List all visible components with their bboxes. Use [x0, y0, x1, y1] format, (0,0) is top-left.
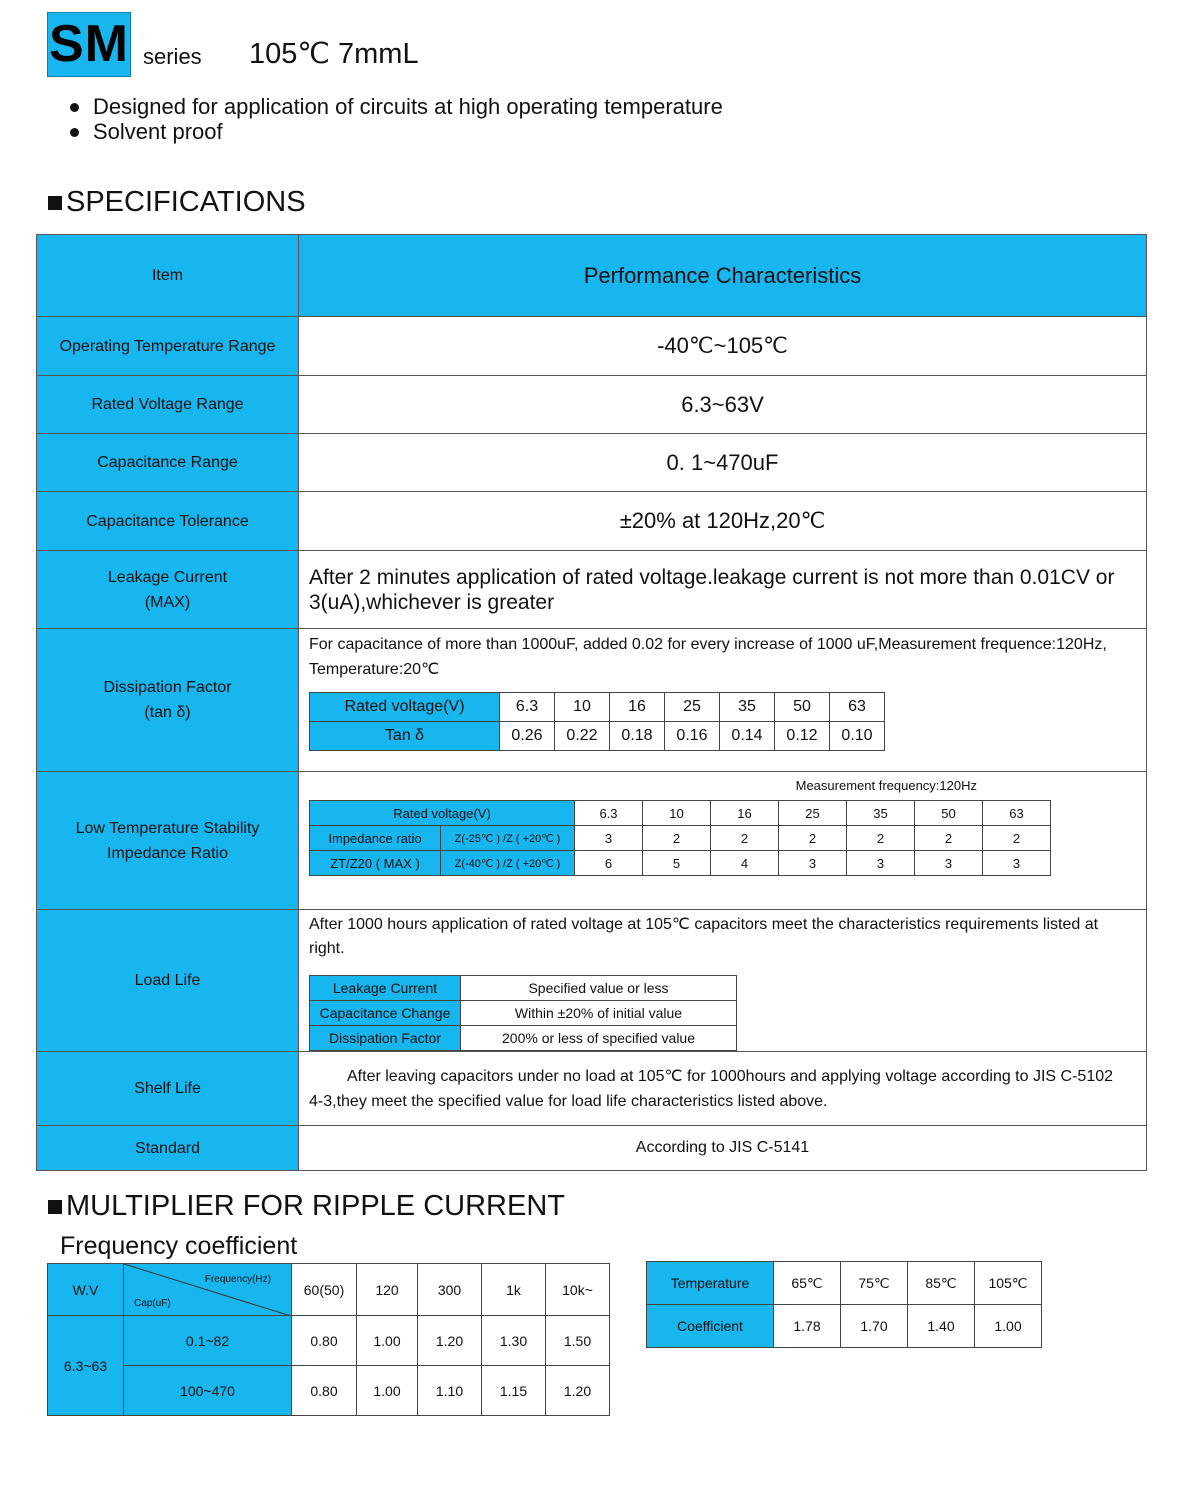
table-cell: 2 [779, 826, 847, 851]
square-bullet-icon [48, 1200, 62, 1214]
table-row [48, 1316, 610, 1366]
feature-text: Designed for application of circuits at high operating temperature [93, 94, 723, 119]
table-cell: 0.14 [720, 722, 775, 751]
row-value: 0. 1~470uF [299, 434, 1147, 492]
table-cell: 63 [983, 801, 1051, 826]
temperature-coefficient-table [646, 1261, 1042, 1348]
series-subtitle: 105℃ 7mmL [249, 38, 419, 70]
row-label-line: Dissipation Factor [103, 679, 232, 696]
table-cell: 3 [575, 826, 643, 851]
table-cell: 1.15 [482, 1366, 546, 1416]
table-cell: 105℃ [975, 1262, 1042, 1305]
table-cell: Z(-25℃ ) /Z ( +20℃ ) [441, 826, 575, 851]
table-cell: Specified value or less [461, 976, 737, 1001]
table-cell: 1.50 [546, 1316, 610, 1366]
table-row [310, 693, 885, 722]
table-cell: 200% or less of specified value [461, 1026, 737, 1051]
table-row [310, 1026, 737, 1051]
table-cell: 75℃ [841, 1262, 908, 1305]
table-row [310, 826, 1051, 851]
table-row [37, 629, 1147, 772]
bullet-icon [70, 103, 79, 112]
table-cell: ZT/Z20 ( MAX ) [310, 851, 441, 876]
row-label-line: Impedance Ratio [107, 844, 228, 862]
feature-item [70, 94, 723, 120]
table-cell: Temperature [647, 1262, 774, 1305]
table-cell: 6 [575, 851, 643, 876]
row-label: Standard [37, 1126, 299, 1171]
table-cell: 10 [643, 801, 711, 826]
load-life-table [309, 975, 737, 1051]
table-cell: Capacitance Change [310, 1001, 461, 1026]
table-cell: 1.10 [418, 1366, 482, 1416]
shelf-life-line: 4-3,they meet the specified value for load life characteristics listed above. [309, 1092, 828, 1110]
table-row [310, 722, 885, 751]
feature-item [70, 119, 223, 145]
table-cell: 85℃ [908, 1262, 975, 1305]
table-cell: 100~470 [124, 1366, 292, 1416]
dissipation-note: For capacitance of more than 1000uF, added 0.02 for every increase of 1000 uF,Measurement frequence:120Hz, Temperature:20℃ [309, 636, 1107, 678]
table-row [647, 1262, 1042, 1305]
performance-header: Performance Characteristics [299, 235, 1147, 317]
item-header: Item [37, 235, 299, 317]
table-cell: 1.40 [908, 1305, 975, 1348]
table-cell: 1.20 [546, 1366, 610, 1416]
table-row [310, 801, 1051, 826]
dissipation-table [309, 692, 885, 751]
row-label: Operating Temperature Range [37, 317, 299, 376]
table-cell: 35 [847, 801, 915, 826]
table-row [37, 551, 1147, 629]
frequency-coefficient-table [47, 1263, 610, 1416]
impedance-ratio-table [309, 800, 1051, 876]
table-cell: 10k~ [546, 1264, 610, 1316]
table-cell: 0.1~82 [124, 1316, 292, 1366]
table-row [310, 1001, 737, 1026]
table-cell: 2 [711, 826, 779, 851]
table-cell: 2 [915, 826, 983, 851]
row-label-line: Low Temperature Stability [75, 819, 260, 837]
row-label: Capacitance Range [37, 434, 299, 492]
table-cell: 0.80 [292, 1316, 357, 1366]
square-bullet-icon [48, 196, 62, 210]
table-cell: 16 [711, 801, 779, 826]
row-label: Shelf Life [37, 1052, 299, 1126]
table-cell: 3 [779, 851, 847, 876]
table-cell: 1.00 [975, 1305, 1042, 1348]
diagonal-top-label: Frequency(Hz) [204, 1274, 271, 1285]
section-title: MULTIPLIER FOR RIPPLE CURRENT [66, 1190, 565, 1222]
table-cell: 120 [357, 1264, 418, 1316]
table-cell: 1.78 [774, 1305, 841, 1348]
table-cell: 6.3 [575, 801, 643, 826]
table-row [48, 1366, 610, 1416]
table-cell: 2 [983, 826, 1051, 851]
table-row [48, 1264, 610, 1316]
row-value [299, 910, 1147, 1052]
table-cell: Rated voltage(V) [310, 693, 500, 722]
table-row [37, 772, 1147, 910]
table-row [647, 1305, 1042, 1348]
table-cell: 6.3 [500, 693, 555, 722]
table-cell: 1.70 [841, 1305, 908, 1348]
table-cell: 1.00 [357, 1316, 418, 1366]
row-label [37, 772, 299, 910]
row-value: ±20% at 120Hz,20℃ [299, 492, 1147, 551]
table-cell: 0.22 [555, 722, 610, 751]
table-cell: 3 [847, 851, 915, 876]
diagonal-header-cell [124, 1264, 292, 1316]
table-header-row [37, 235, 1147, 317]
specifications-heading [48, 186, 306, 219]
row-label-line: Leakage Current [107, 568, 228, 586]
section-title: SPECIFICATIONS [66, 186, 306, 218]
table-cell: 16 [610, 693, 665, 722]
table-row [37, 434, 1147, 492]
row-label-line: (MAX) [144, 593, 191, 611]
feature-text: Solvent proof [93, 119, 223, 144]
table-cell: Z(-40℃ ) /Z ( +20℃ ) [441, 851, 575, 876]
table-row [310, 976, 737, 1001]
table-cell: 0.16 [665, 722, 720, 751]
series-label: series [143, 44, 202, 69]
table-cell: 63 [830, 693, 885, 722]
table-row [37, 1052, 1147, 1126]
table-cell: 10 [555, 693, 610, 722]
table-row [37, 910, 1147, 1052]
table-cell: Rated voltage(V) [310, 801, 575, 826]
table-cell: 1.30 [482, 1316, 546, 1366]
row-value [299, 629, 1147, 772]
frequency-coefficient-title: Frequency coefficient [60, 1232, 298, 1260]
row-value: After 2 minutes application of rated voltage.leakage current is not more than 0.01CV or 3(uA),whichever is greater [299, 551, 1147, 629]
table-cell: 0.80 [292, 1366, 357, 1416]
row-value: 6.3~63V [299, 376, 1147, 434]
table-row [310, 851, 1051, 876]
table-cell: 50 [775, 693, 830, 722]
table-cell: 1.20 [418, 1316, 482, 1366]
bullet-icon [70, 128, 79, 137]
table-cell: 4 [711, 851, 779, 876]
table-cell: Coefficient [647, 1305, 774, 1348]
table-cell: 0.18 [610, 722, 665, 751]
load-life-note: After 1000 hours application of rated voltage at 105℃ capacitors meet the characteristics requirements listed at right. [309, 916, 1099, 957]
table-cell: 1.00 [357, 1366, 418, 1416]
row-value [299, 772, 1147, 910]
series-logo: SM [47, 12, 131, 77]
row-label-line: (tan δ) [144, 704, 191, 721]
row-label [37, 551, 299, 629]
table-cell: 0.10 [830, 722, 885, 751]
table-cell: W.V [48, 1264, 124, 1316]
table-cell: 1k [482, 1264, 546, 1316]
row-value [299, 1052, 1147, 1126]
table-cell: 3 [983, 851, 1051, 876]
table-row [37, 1126, 1147, 1171]
table-cell: 5 [643, 851, 711, 876]
table-row [37, 492, 1147, 551]
diagonal-bottom-label: Cap(uF) [134, 1298, 171, 1309]
ripple-heading [48, 1190, 565, 1223]
table-cell: Leakage Current [310, 976, 461, 1001]
table-cell: 25 [779, 801, 847, 826]
specifications-table [36, 234, 1147, 1171]
table-row [37, 317, 1147, 376]
table-cell: Tan δ [310, 722, 500, 751]
table-cell: 25 [665, 693, 720, 722]
shelf-life-line: After leaving capacitors under no load at 105℃ for 1000hours and applying voltage according to JIS C-5102 [347, 1067, 1114, 1085]
row-label: Load Life [37, 910, 299, 1052]
table-cell: 35 [720, 693, 775, 722]
table-cell: 6.3~63 [48, 1316, 124, 1416]
table-cell: 0.12 [775, 722, 830, 751]
table-cell: 60(50) [292, 1264, 357, 1316]
table-cell: 0.26 [500, 722, 555, 751]
table-row [37, 376, 1147, 434]
table-cell: 2 [643, 826, 711, 851]
table-cell: Impedance ratio [310, 826, 441, 851]
table-cell: Within ±20% of initial value [461, 1001, 737, 1026]
table-cell: 50 [915, 801, 983, 826]
row-label: Rated Voltage Range [37, 376, 299, 434]
row-label [37, 629, 299, 772]
table-cell: 2 [847, 826, 915, 851]
table-cell: Dissipation Factor [310, 1026, 461, 1051]
row-value: -40℃~105℃ [299, 317, 1147, 376]
table-cell: 300 [418, 1264, 482, 1316]
row-label: Capacitance Tolerance [37, 492, 299, 551]
table-cell: 3 [915, 851, 983, 876]
table-cell: 65℃ [774, 1262, 841, 1305]
measurement-frequency-note: Measurement frequency:120Hz [795, 778, 977, 793]
row-value: According to JIS C-5141 [299, 1126, 1147, 1171]
